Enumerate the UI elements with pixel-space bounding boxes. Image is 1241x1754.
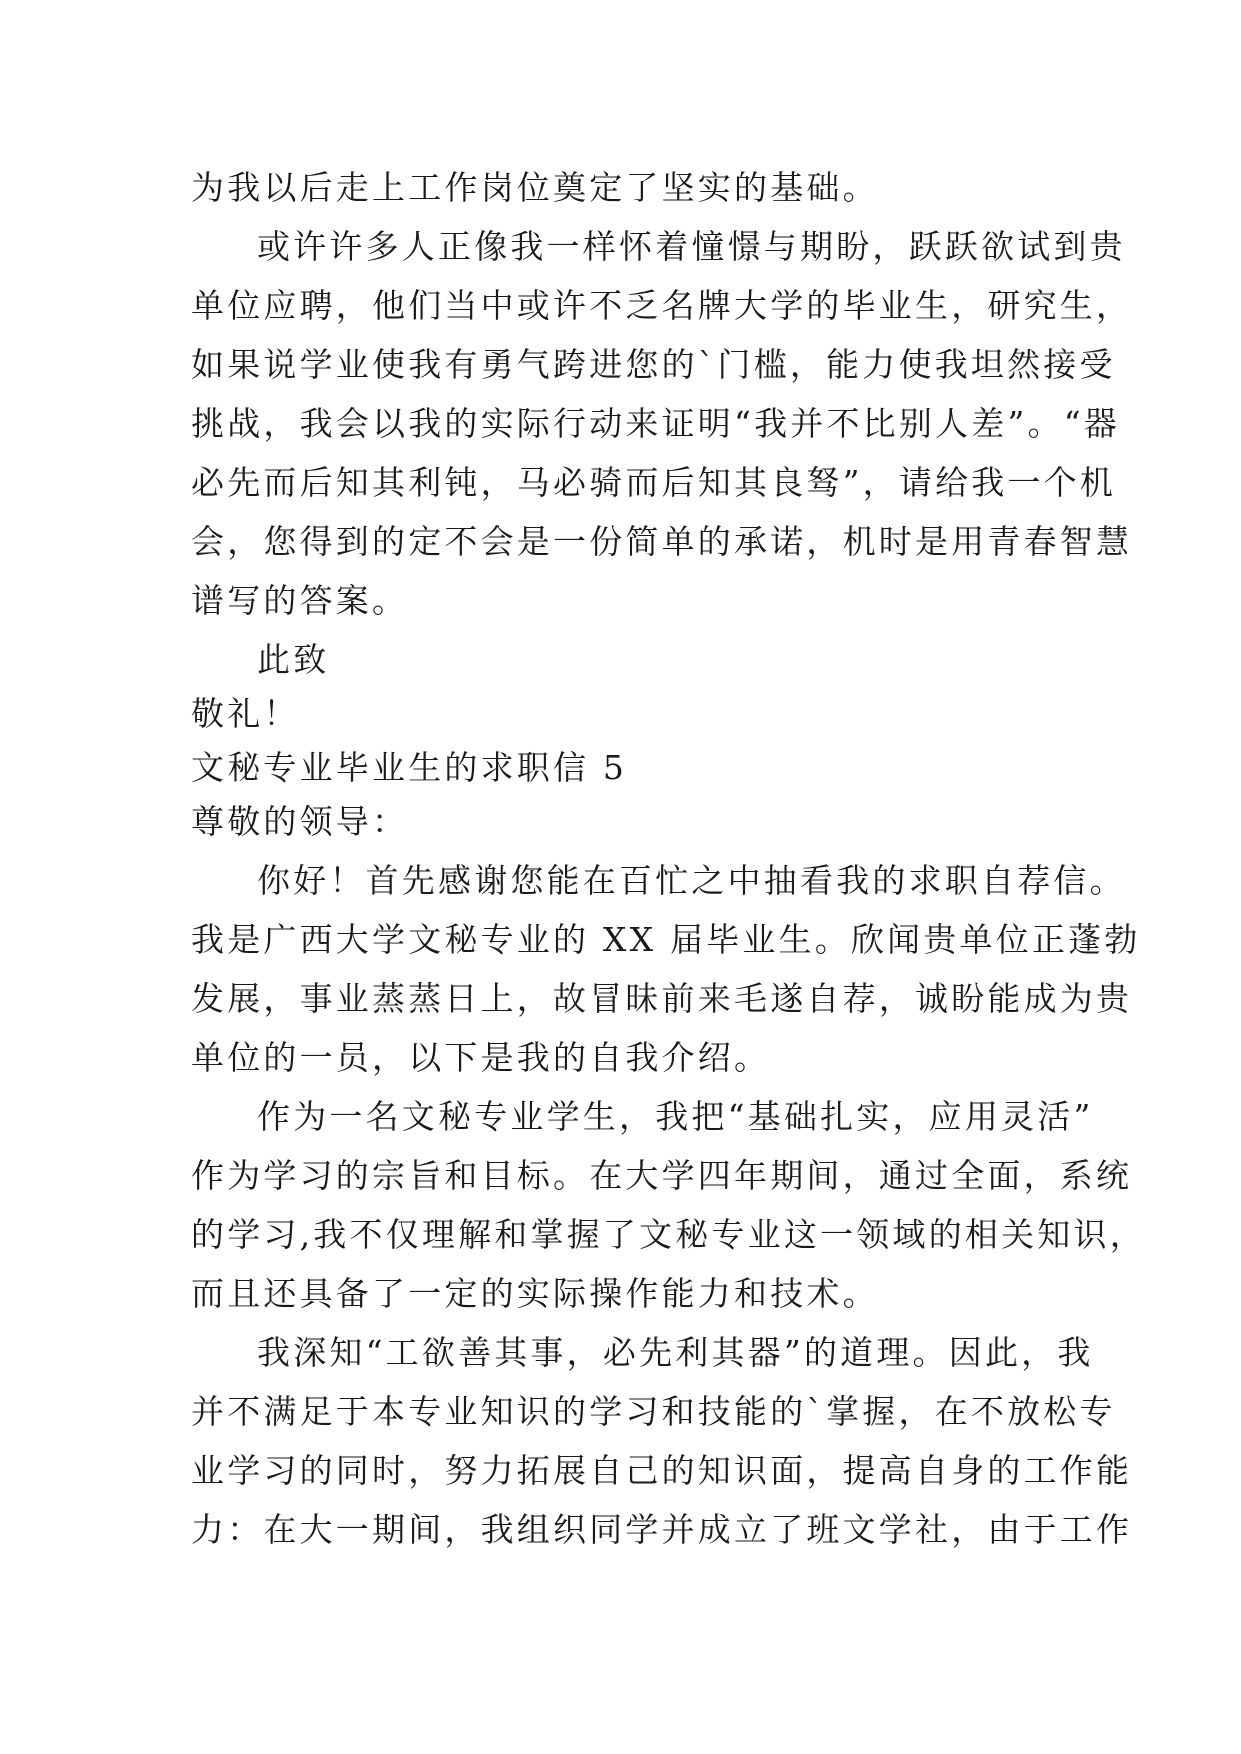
text-line: 而且还具备了一定的实际操作能力和技术。 bbox=[191, 1274, 879, 1313]
text-line: 必先而后知其利钝，马必骑而后知其良驽”，请给我一个机 bbox=[191, 463, 1117, 502]
text-line: 为我以后走上工作岗位奠定了坚实的基础。 bbox=[191, 168, 879, 207]
text-line: 我深知“工欲善其事，必先利其器”的道理。因此，我 bbox=[257, 1333, 1094, 1372]
text-line: 谱写的答案。 bbox=[191, 581, 409, 620]
text-line: 单位的一员，以下是我的自我介绍。 bbox=[191, 1038, 771, 1077]
text-line: 发展，事业蒸蒸日上，故冒昧前来毛遂自荐，诚盼能成为贵 bbox=[191, 979, 1133, 1018]
text-line: 作为学习的宗旨和目标。在大学四年期间，通过全面，系统 bbox=[191, 1156, 1133, 1195]
salutation-regards: 敬礼！ bbox=[191, 694, 300, 733]
text-line: 单位应聘，他们当中或许不乏名牌大学的毕业生，研究生， bbox=[191, 286, 1133, 325]
text-line: 业学习的同时，努力拓展自己的知识面，提高自身的工作能 bbox=[191, 1451, 1133, 1490]
text-line: 力：在大一期间，我组织同学并成立了班文学社，由于工作 bbox=[191, 1510, 1133, 1549]
salutation-closing: 此致 bbox=[257, 640, 330, 679]
text-line: 如果说学业使我有勇气跨进您的`门槛，能力使我坦然接受 bbox=[191, 345, 1116, 384]
text-line: 或许许多人正像我一样怀着憧憬与期盼，跃跃欲试到贵 bbox=[257, 227, 1126, 266]
text-line: 作为一名文秘专业学生，我把“基础扎实，应用灵活” bbox=[257, 1097, 1094, 1136]
greeting: 尊敬的领导： bbox=[191, 802, 409, 841]
text-line: 你好！首先感谢您能在百忙之中抽看我的求职自荐信。 bbox=[257, 861, 1126, 900]
text-line: 我是广西大学文秘专业的 XX 届毕业生。欣闻贵单位正蓬勃 bbox=[191, 920, 1141, 959]
section-title: 文秘专业毕业生的求职信 5 bbox=[191, 748, 628, 787]
text-line: 会，您得到的定不会是一份简单的承诺，机时是用青春智慧 bbox=[191, 522, 1133, 561]
text-line: 挑战，我会以我的实际行动来证明“我并不比别人差”。“器 bbox=[191, 404, 1121, 443]
text-line: 并不满足于本专业知识的学习和技能的`掌握，在不放松专 bbox=[191, 1392, 1116, 1431]
text-line: 的学习,我不仅理解和掌握了文秘专业这一领域的相关知识， bbox=[191, 1215, 1146, 1254]
